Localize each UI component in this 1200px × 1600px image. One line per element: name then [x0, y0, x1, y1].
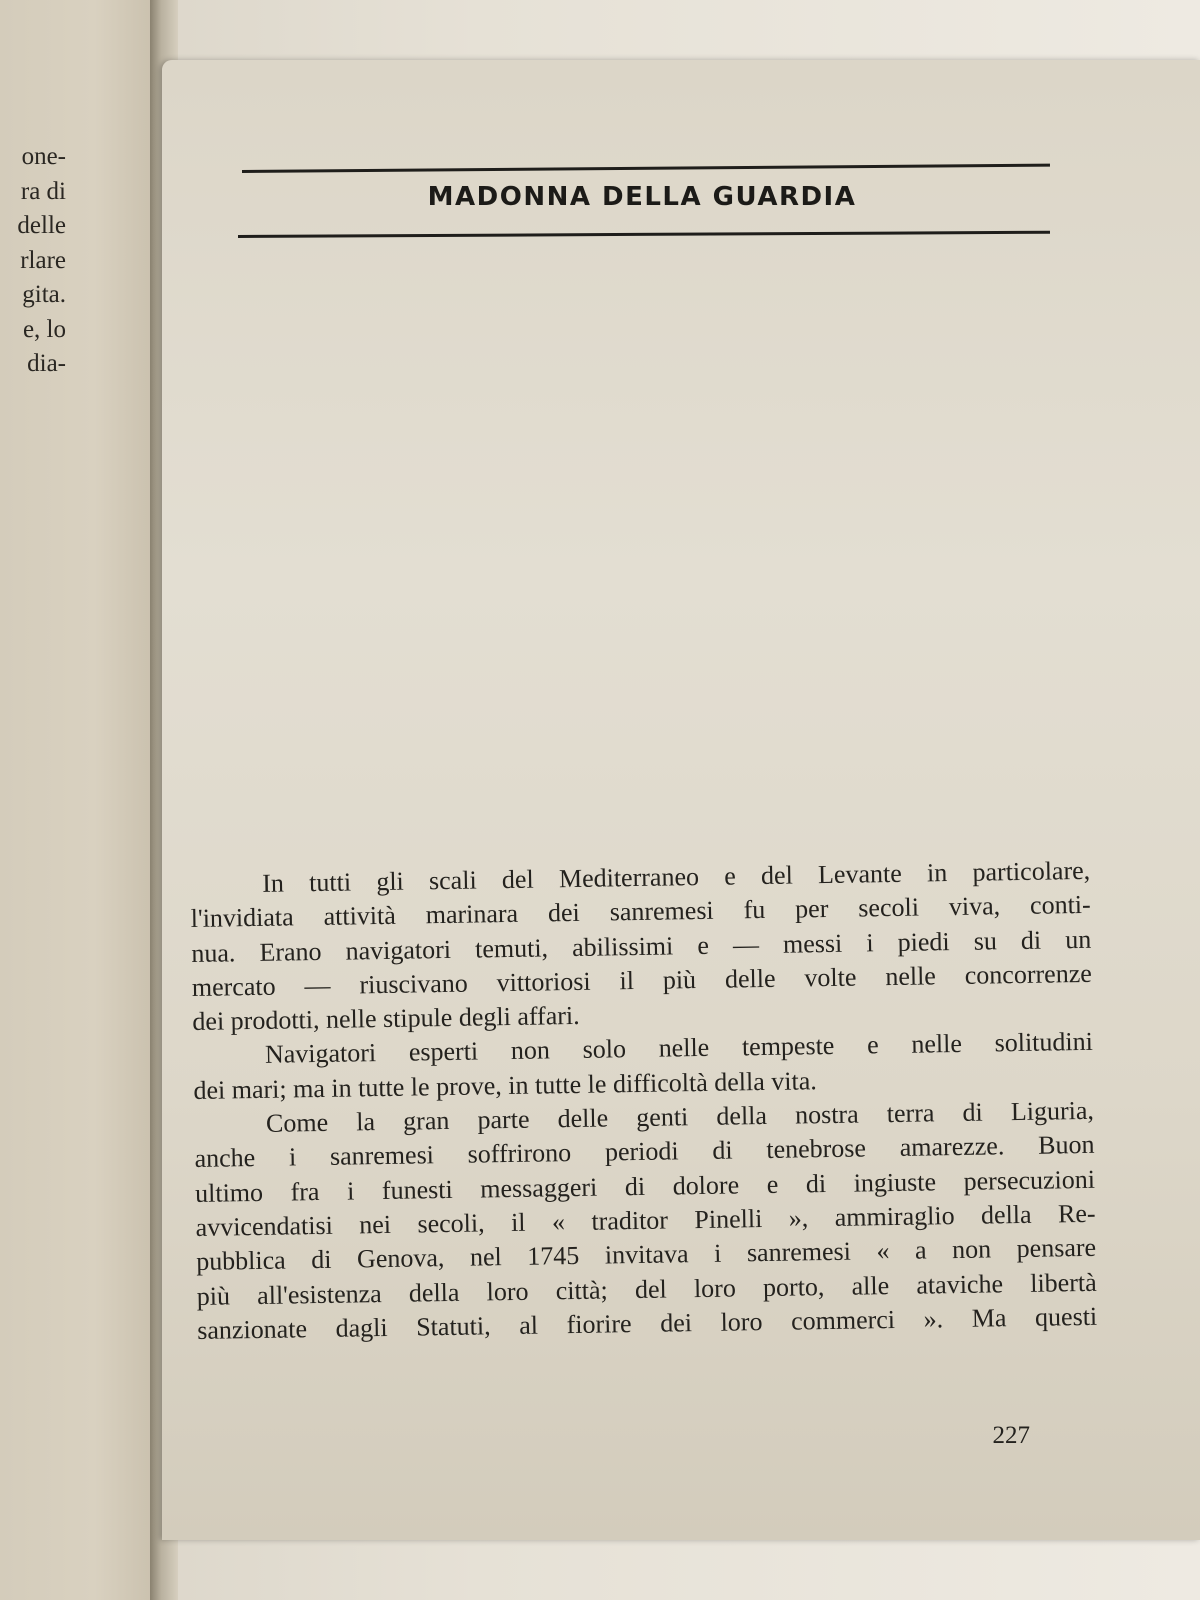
- body-line: ultimo fra i funesti messaggeri di dolore e di ingiuste persecuzioni: [194, 1164, 1096, 1208]
- title-rule-bottom: [238, 231, 1050, 238]
- body-line: sanzionate dagli Statuti, al fiorire dei loro commerci ». Ma questi: [197, 1301, 1098, 1345]
- left-page-line: one-: [21, 143, 66, 170]
- body-line: Come la gran parte delle genti della nostra terra di Liguria,: [265, 1095, 1095, 1138]
- body-line: avvicendatisi nei secoli, il « traditor Pinelli », ammiraglio della Re-: [195, 1198, 1096, 1242]
- body-line: Navigatori esperti non solo nelle tempeste e nelle solitudini: [264, 1027, 1094, 1070]
- left-page-line: gita.: [22, 281, 66, 308]
- body-line: mercato — riuscivano vittoriosi il più delle volte nelle concorrenze: [191, 958, 1092, 1002]
- body-line: l'invidiata attività marinara dei sanremesi fu per secoli viva, conti-: [190, 890, 1091, 934]
- left-facing-page: [0, 0, 158, 1600]
- page-number: 227: [992, 1422, 1030, 1449]
- chapter-title: MADONNA DELLA GUARDIA: [427, 182, 857, 212]
- left-page-line: ra di: [20, 177, 66, 205]
- body-line: più all'esistenza della loro città; del loro porto, alle ataviche libertà: [196, 1267, 1097, 1311]
- left-page-line: e, lo: [22, 315, 66, 343]
- left-page-text: [0, 140, 158, 382]
- left-page-line: rlare: [20, 246, 66, 274]
- body-line: anche i sanremesi soffrirono periodi di tenebrose amarezze. Buon: [194, 1130, 1095, 1174]
- right-page: [162, 60, 1200, 1540]
- left-page-line: delle: [17, 212, 66, 239]
- body-line: dei mari; ma in tutte le prove, in tutte le difficoltà della vita.: [193, 1065, 817, 1105]
- title-rule-top: [242, 164, 1050, 173]
- body-line: pubblica di Genova, nel 1745 invitava i sanremesi « a non pensare: [195, 1233, 1097, 1277]
- body-line: In tutti gli scali del Mediterraneo e del Levante in particolare,: [262, 855, 1091, 898]
- body-text: [190, 854, 1097, 1348]
- body-line: nua. Erano navigatori temuti, abilissimi e — messi i piedi su di un: [191, 924, 1092, 968]
- left-page-line: dia-: [27, 350, 66, 377]
- body-line: dei prodotti, nelle stipule degli affari.: [192, 1001, 580, 1037]
